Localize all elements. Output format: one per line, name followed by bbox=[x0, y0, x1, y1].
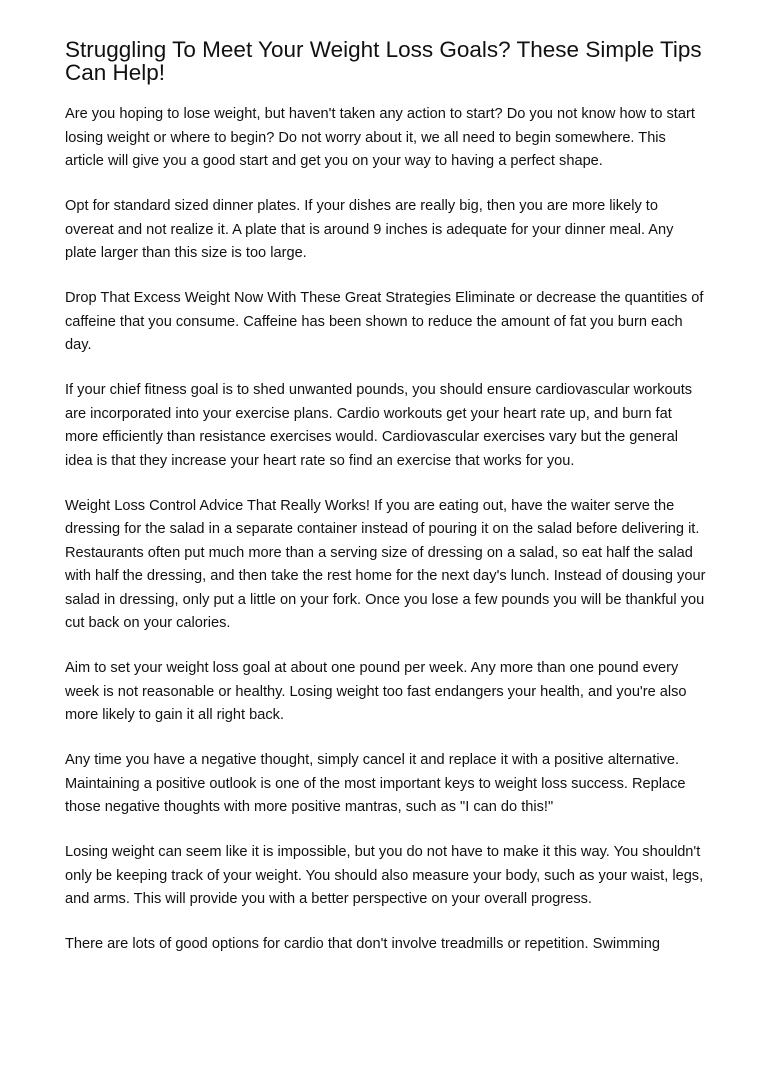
paragraph-positive-thoughts: Any time you have a negative thought, simply cancel it and replace it with a positive alternative. Maintaining a positive outlook is one of the most important keys to weight loss success. Replace those negative thoughts with more positive mantras, such as "I can do this!" bbox=[65, 752, 686, 815]
document-title: Struggling To Meet Your Weight Loss Goals? These Simple Tips Can Help! bbox=[65, 37, 702, 85]
paragraph-salad-dressing: Weight Loss Control Advice That Really Works! If you are eating out, have the waiter serve the dressing for the salad in a separate container instead of pouring it on the salad before delivering it. Restaurants often put much more than a serving size of dressing on a salad, so eat half the salad with half the dressing, and then take the rest home for the next day's lunch. Instead of dousing your salad in dressing, only put a little on your fork. Once you lose a few pounds you will be thankful you cut back on your calories. bbox=[65, 497, 706, 631]
paragraph-caffeine: Drop That Excess Weight Now With These Great Strategies Eliminate or decrease the quantities of caffeine that you consume. Caffeine has been shown to reduce the amount of fat you burn each day. bbox=[65, 290, 704, 353]
paragraph-intro: Are you hoping to lose weight, but haven't taken any action to start? Do you not know how to start losing weight or where to begin? Do not worry about it, we all need to begin somewhere. This article will give you a good start and get you on your way to having a perfect shape. bbox=[65, 106, 695, 169]
paragraph-measure-body: Losing weight can seem like it is impossible, but you do not have to make it this way. You shouldn't only be keeping track of your weight. You should also measure your body, such as your waist, legs, and arms. This will provide you with a better perspective on your overall progress. bbox=[65, 844, 704, 907]
paragraph-dinner-plates: Opt for standard sized dinner plates. If your dishes are really big, then you are more likely to overeat and not realize it. A plate that is around 9 inches is adequate for your dinner meal. Any plate larger than this size is too large. bbox=[65, 198, 674, 261]
paragraph-cardio-workouts: If your chief fitness goal is to shed unwanted pounds, you should ensure cardiovascular workouts are incorporated into your exercise plans. Cardio workouts get your heart rate up, and burn fat more efficiently than resistance exercises would. Cardiovascular exercises vary but the general idea is that they increase your heart rate so find an exercise that works for you. bbox=[65, 382, 693, 469]
paragraph-weight-goal: Aim to set your weight loss goal at about one pound per week. Any more than one pound every week is not reasonable or healthy. Losing weight too fast endangers your health, and you're also more likely to gain it all right back. bbox=[65, 660, 687, 723]
paragraph-cardio-options: There are lots of good options for cardio that don't involve treadmills or repetition. Swimming bbox=[65, 936, 660, 952]
